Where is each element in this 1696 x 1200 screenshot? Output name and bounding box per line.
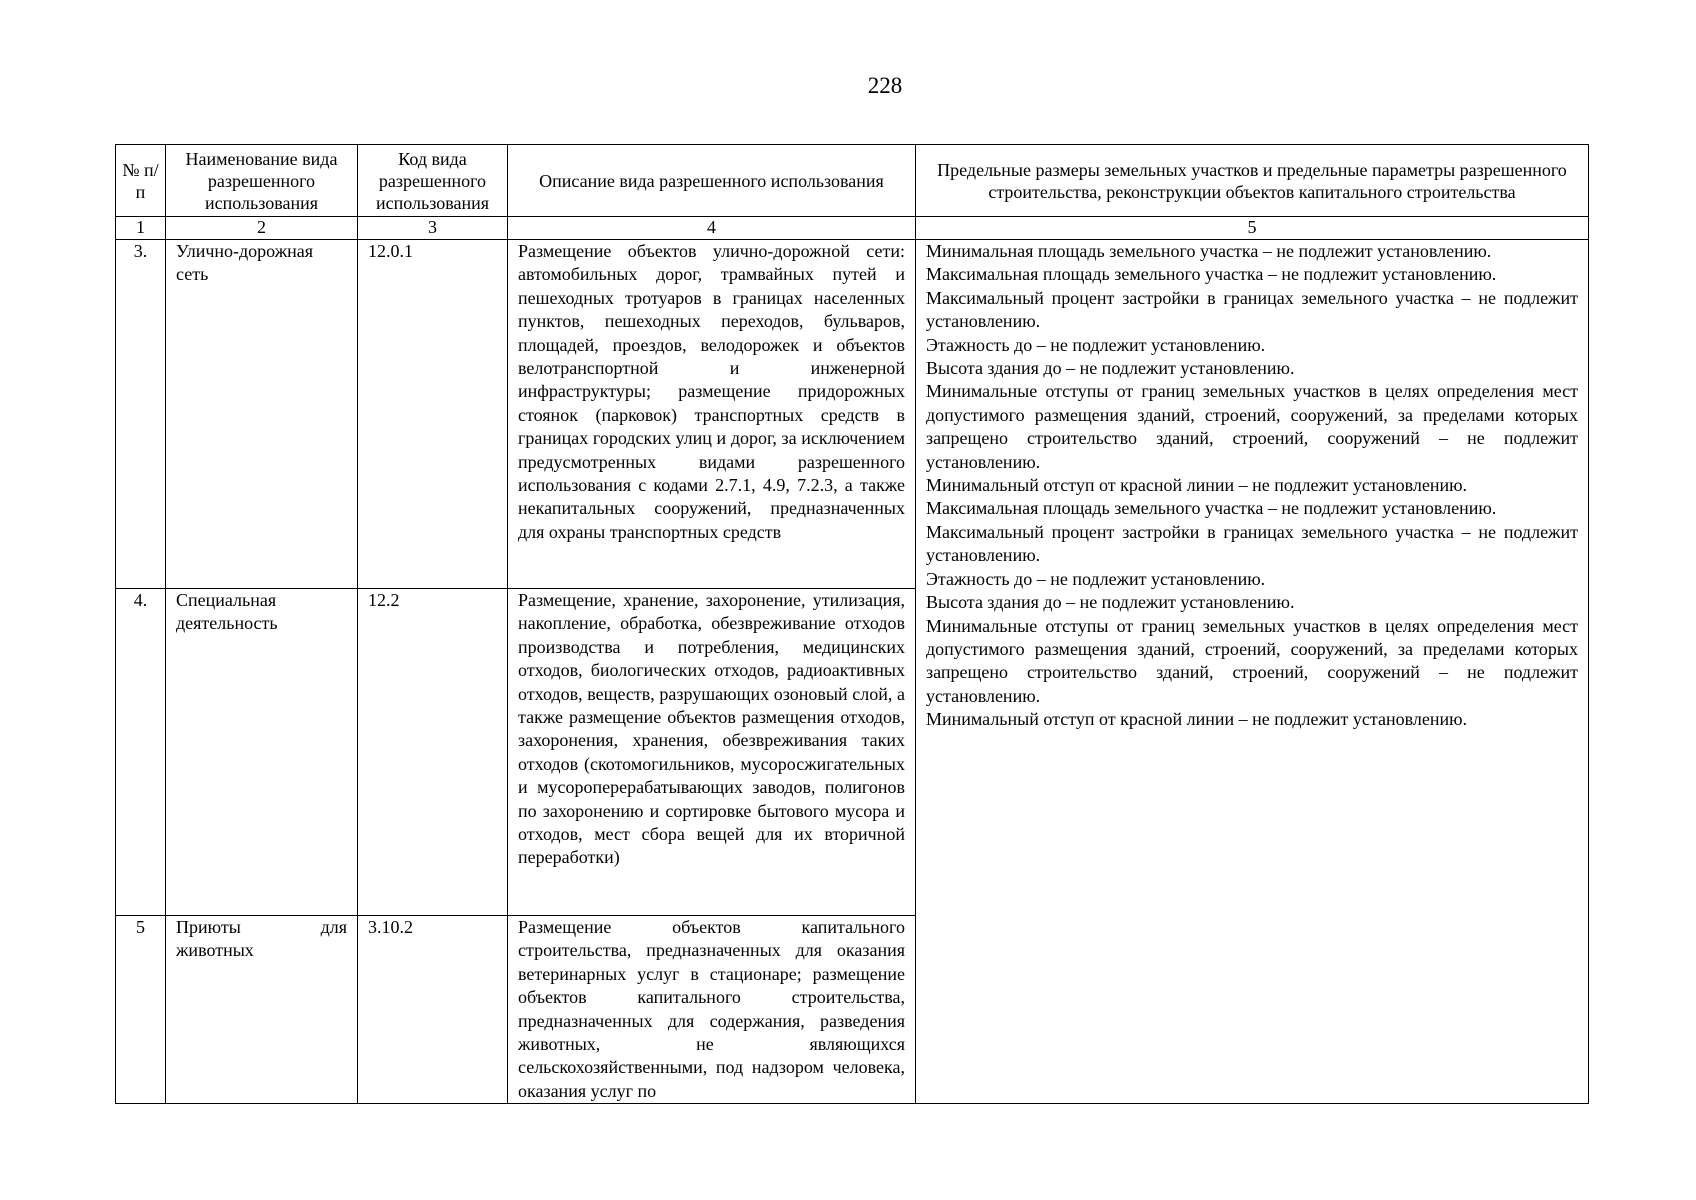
parameter-line: Этажность до – не подлежит установлению.	[926, 334, 1266, 355]
row-use-code: 12.0.1	[358, 240, 508, 589]
row-number: 3.	[116, 240, 166, 589]
row-use-description: Размещение объектов капитального строительства, предназначенных для оказания ветеринарных услуг в стационаре; размещение объектов капитального строительства, предназначенных для содержания, разведения животных, не являющихся сельскохозяйственными, под надзором человека, оказания услуг по	[508, 916, 916, 1104]
header-use-name: Наименование вида разрешенного использования	[166, 145, 358, 217]
column-number: 3	[358, 217, 508, 240]
parameter-line: Минимальный отступ от красной линии – не подлежит установлению.	[926, 709, 1468, 730]
table-row	[116, 240, 1589, 589]
parameter-line: Максимальный процент застройки в границах земельного участка – не подлежит установлению.	[926, 521, 1578, 566]
parameter-line: Минимальные отступы от границ земельных участков в целях определения мест допустимого размещения зданий, строений, сооружений, за пределами которых запрещено строительство зданий, строений, сооружений – не подлежит установлению.	[926, 381, 1578, 472]
column-numbers-row	[116, 217, 1589, 240]
row-use-name: Улично-дорожная сеть	[166, 240, 358, 589]
parameters-cell	[916, 240, 1589, 1104]
parameter-line: Минимальный отступ от красной линии – не подлежит установлению.	[926, 475, 1468, 496]
row-number: 4.	[116, 589, 166, 916]
row-use-code: 12.2	[358, 589, 508, 916]
parameter-line: Максимальная площадь земельного участка – не подлежит установлению.	[926, 264, 1497, 285]
row-use-name: Специальная деятельность	[166, 589, 358, 916]
row-use-name: Приюты для животных	[166, 916, 358, 1104]
parameter-line: Высота здания до – не подлежит установлению.	[926, 592, 1295, 613]
parameter-line: Минимальные отступы от границ земельных участков в целях определения мест допустимого размещения зданий, строений, сооружений, за пределами которых запрещено строительство зданий, строений, сооружений – не подлежит установлению.	[926, 615, 1578, 706]
permitted-use-table	[115, 144, 1589, 1104]
column-number: 1	[116, 217, 166, 240]
parameter-line: Максимальный процент застройки в границах земельного участка – не подлежит установлению.	[926, 287, 1578, 332]
parameter-line: Максимальная площадь земельного участка – не подлежит установлению.	[926, 498, 1497, 519]
parameter-line: Этажность до – не подлежит установлению.	[926, 568, 1266, 589]
header-number: № п/п	[116, 145, 166, 217]
column-number: 5	[916, 217, 1589, 240]
header-use-description: Описание вида разрешенного использования	[508, 145, 916, 217]
column-number: 2	[166, 217, 358, 240]
parameter-line: Высота здания до – не подлежит установлению.	[926, 358, 1295, 379]
parameter-line: Минимальная площадь земельного участка – не подлежит установлению.	[926, 241, 1492, 261]
header-use-code: Код вида разрешенного использования	[358, 145, 508, 217]
header-parameters: Предельные размеры земельных участков и предельные параметры разрешенного строительства, реконструкции объектов капитального строительства	[916, 145, 1589, 217]
row-use-description: Размещение, хранение, захоронение, утилизация, накопление, обработка, обезвреживание отходов производства и потребления, медицинских отходов, биологических отходов, радиоактивных отходов, веществ, разрушающих озоновый слой, а также размещение объектов размещения отходов, захоронения, хранения, обезвреживания таких отходов (скотомогильников, мусоросжигательных и мусороперерабатывающих заводов, полигонов по захоронению и сортировке бытового мусора и отходов, мест сбора вещей для их вторичной переработки)	[508, 589, 916, 916]
row-number: 5	[116, 916, 166, 1104]
row-use-code: 3.10.2	[358, 916, 508, 1104]
page-number: 228	[867, 73, 903, 98]
row-use-description: Размещение объектов улично-дорожной сети: автомобильных дорог, трамвайных путей и пешеходных тротуаров в границах населенных пунктов, пешеходных переходов, бульваров, площадей, проездов, велодорожек и объектов велотранспортной и инженерной инфраструктуры; размещение придорожных стоянок (парковок) транспортных средств в границах городских улиц и дорог, за исключением предусмотренных видами разрешенного использования с кодами 2.7.1, 4.9, 7.2.3, а также некапитальных сооружений, предназначенных для охраны транспортных средств	[508, 240, 916, 589]
table-header-row	[116, 145, 1589, 217]
column-number: 4	[508, 217, 916, 240]
